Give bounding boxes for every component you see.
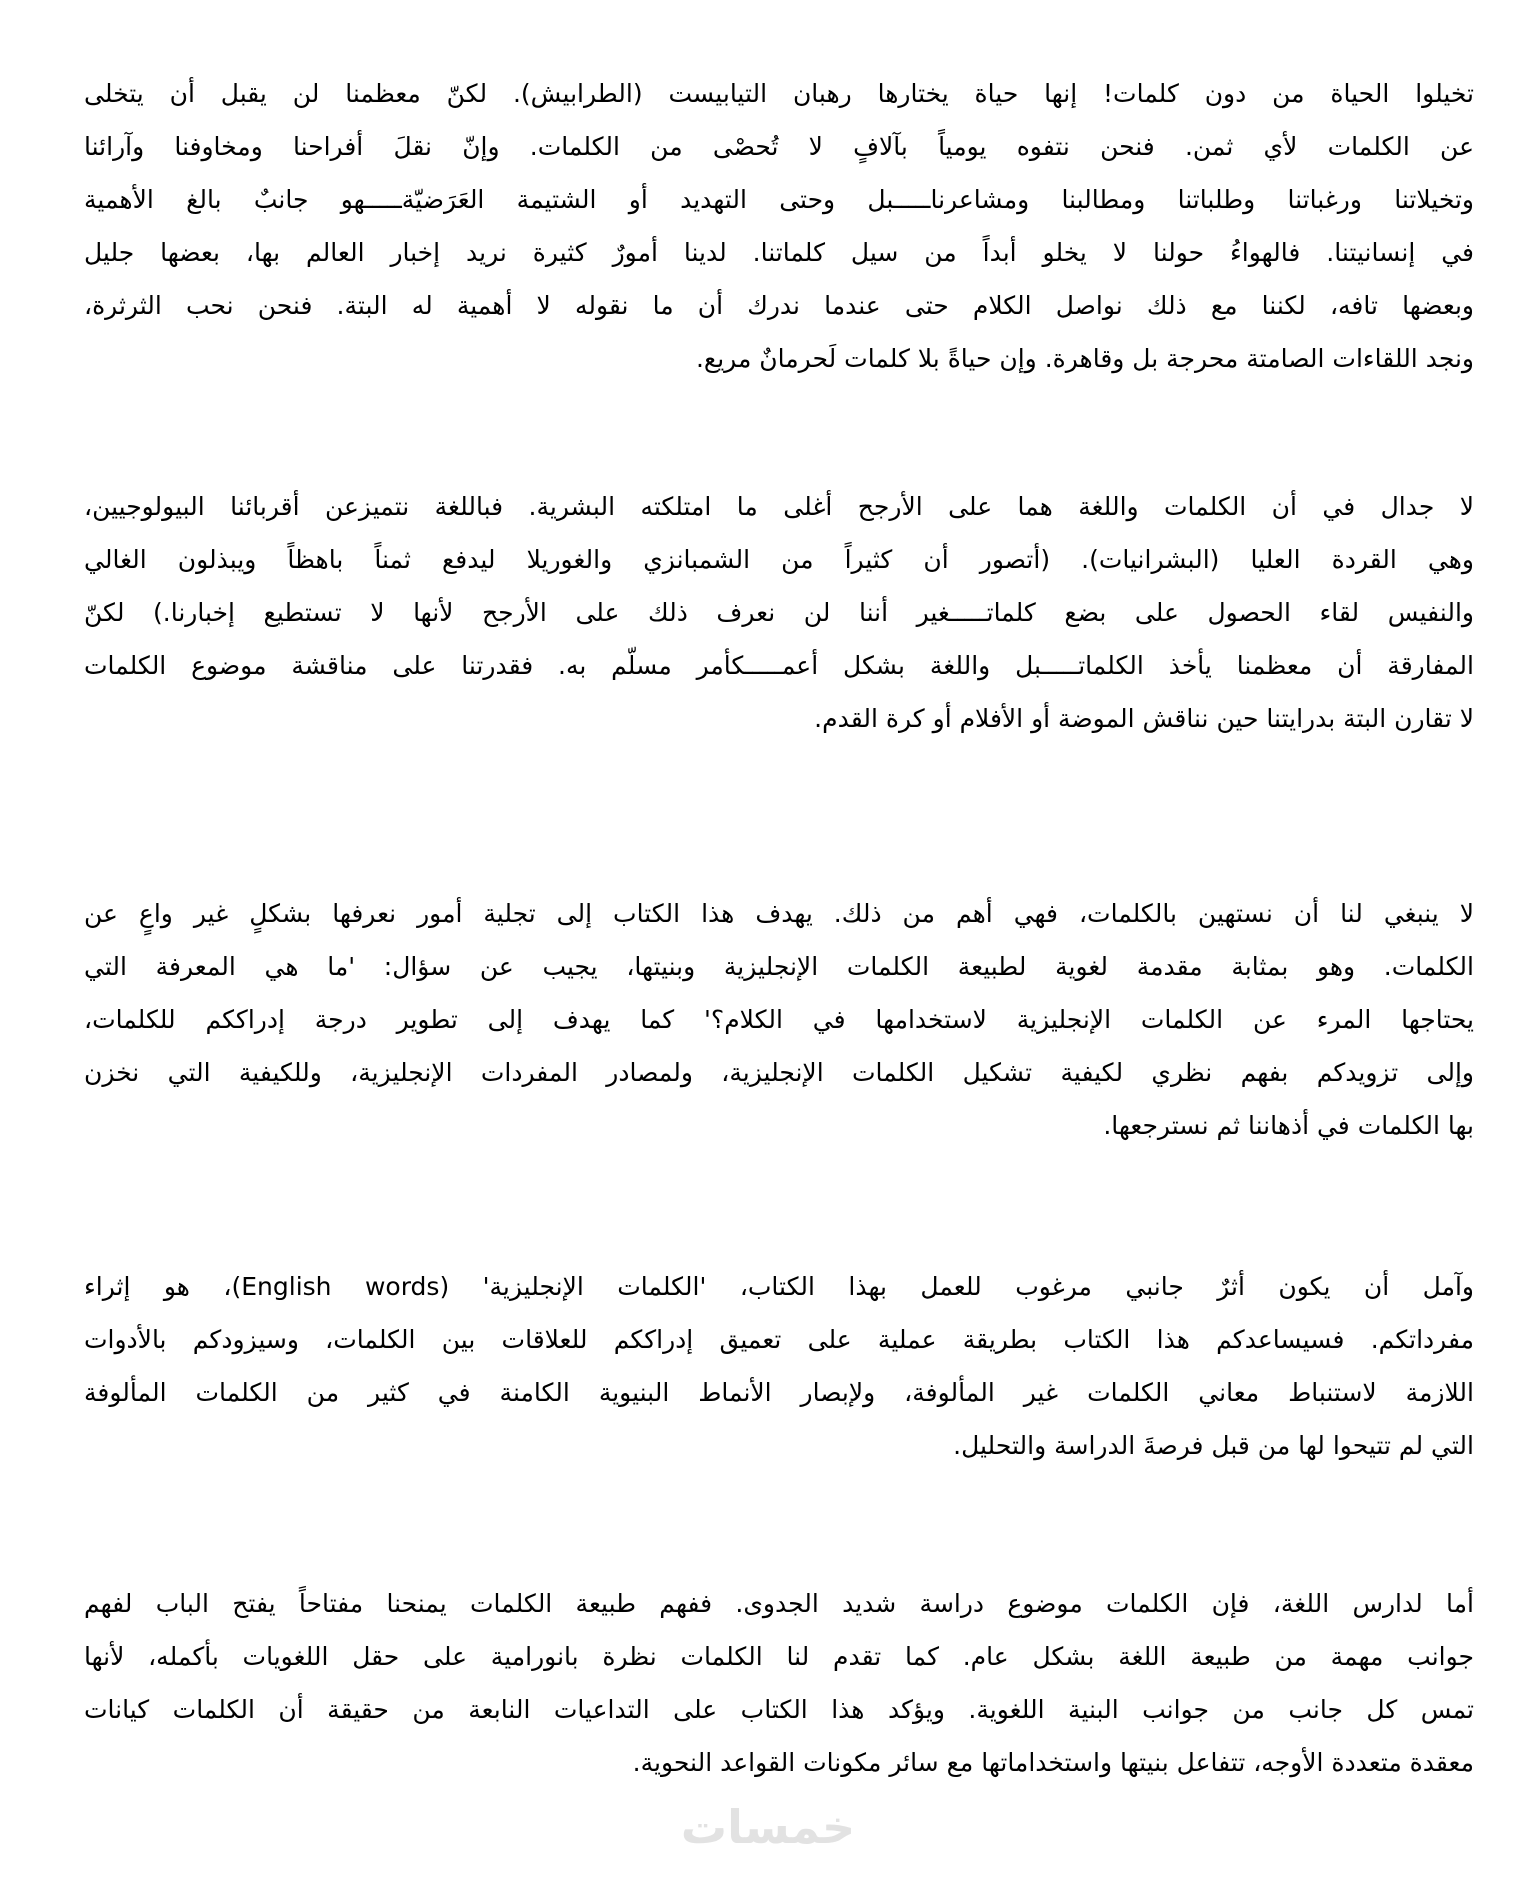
paragraph-4 (84, 1260, 1474, 1472)
text-line: المفارقة أن معظمنا يأخذ الكلماتـــــبل واللغة بشكل أعمـــــكأمر مسلّم به. فقدرتنا على مناقشة موضوع الكلمات (84, 651, 1474, 680)
text-line: جوانب مهمة من طبيعة اللغة بشكل عام. كما تقدم لنا الكلمات نظرة بانورامية على حقل اللغويات بأكمله، لأنها (84, 1642, 1474, 1671)
text-line: التي لم تتيحوا لها من قبل فرصةَ الدراسة والتحليل. (953, 1431, 1474, 1460)
text-line: وهي القردة العليا (البشرانيات). (أتصور أن كثيراً من الشمبانزي والغوريلا ليدفع ثمناً باهظاً ويبذلون الغالي (84, 545, 1474, 574)
text-line: لا ينبغي لنا أن نستهين بالكلمات، فهي أهم من ذلك. يهدف هذا الكتاب إلى تجلية أمور نعرفها بشكلٍ غير واعٍ عن (84, 899, 1474, 928)
paragraph-2 (84, 480, 1474, 745)
text-line: ونجد اللقاءات الصامتة محرجة بل وقاهرة. وإن حياةً بلا كلمات لَحرمانٌ مريع. (695, 344, 1474, 373)
text-line: لا تقارن البتة بدرايتنا حين نناقش الموضة أو الأفلام أو كرة القدم. (814, 704, 1474, 733)
text-line: لا جدال في أن الكلمات واللغة هما على الأرجح أغلى ما امتلكته البشرية. فباللغة نتميزعن أقربائنا البيولوجيين، (84, 492, 1474, 521)
text-line: تمس كل جانب من جوانب البنية اللغوية. ويؤكد هذا الكتاب على التداعيات النابعة من حقيقة أن الكلمات كيانات (84, 1695, 1474, 1724)
text-line: وبعضها تافه، لكننا مع ذلك نواصل الكلام حتى عندما ندرك أن ما نقوله لا أهمية له البتة. فنحن نحب الثرثرة، (84, 291, 1474, 320)
text-line: اللازمة لاستنباط معاني الكلمات غير المألوفة، ولإبصار الأنماط البنيوية الكامنة في كثير من الكلمات المألوفة (84, 1378, 1474, 1407)
text-line: تخيلوا الحياة من دون كلمات! إنها حياة يختارها رهبان التيابيست (الطرابيش). لكنّ معظمنا لن يقبل أن يتخلى (84, 79, 1474, 108)
text-line: معقدة متعددة الأوجه، تتفاعل بنيتها واستخداماتها مع سائر مكونات القواعد النحوية. (632, 1748, 1474, 1777)
text-line: وإلى تزويدكم بفهم نظري لكيفية تشكيل الكلمات الإنجليزية، ولمصادر المفردات الإنجليزية، وللكيفية التي نخزن (84, 1058, 1474, 1087)
text-line: بها الكلمات في أذهاننا ثم نسترجعها. (1103, 1111, 1474, 1140)
text-line: عن الكلمات لأي ثمن. فنحن نتفوه يومياً بآلافٍ لا تُحصْى من الكلمات. وإنّ نقلَ أفراحنا ومخاوفنا وآرائنا (84, 132, 1474, 161)
text-line: وآمل أن يكون أثرٌ جانبي مرغوب للعمل بهذا الكتاب، 'الكلمات الإنجليزية' (English words)، هو إثراء (84, 1272, 1474, 1301)
text-line: والنفيس لقاء الحصول على بضع كلماتـــــغير أننا لن نعرف ذلك على الأرجح لأنها لا تستطيع إخبارنا.) لكنّ (84, 598, 1474, 627)
text-line: أما لدارس اللغة، فإن الكلمات موضوع دراسة شديد الجدوى. ففهم طبيعة الكلمات يمنحنا مفتاحاً يفتح الباب لفهم (84, 1589, 1474, 1618)
paragraph-5 (84, 1577, 1474, 1789)
text-line: يحتاجها المرء عن الكلمات الإنجليزية لاستخدامها في الكلام؟' كما يهدف إلى تطوير درجة إدراككم للكلمات، (84, 1005, 1474, 1034)
paragraph-3 (84, 887, 1474, 1152)
text-line: الكلمات. وهو بمثابة مقدمة لغوية لطبيعة الكلمات الإنجليزية وبنيتها، يجيب عن سؤال: 'ما هي المعرفة التي (84, 952, 1474, 981)
khamsat-watermark-logo: خمسات (680, 1800, 856, 1854)
paragraph-1 (84, 67, 1474, 385)
text-line: في إنسانيتنا. فالهواءُ حولنا لا يخلو أبداً من سيل كلماتنا. لدينا أمورٌ كثيرة نريد إخبار العالم بها، بعضها جليل (84, 238, 1474, 267)
text-line: مفرداتكم. فسيساعدكم هذا الكتاب بطريقة عملية على تعميق إدراككم للعلاقات بين الكلمات، وسيزودكم بالأدوات (84, 1325, 1474, 1354)
text-line: وتخيلاتنا ورغباتنا وطلباتنا ومطالبنا ومشاعرناـــــبل وحتى التهديد أو الشتيمة العَرَضيّةـــــهو جانبٌ بالغ الأهمية (84, 185, 1474, 214)
